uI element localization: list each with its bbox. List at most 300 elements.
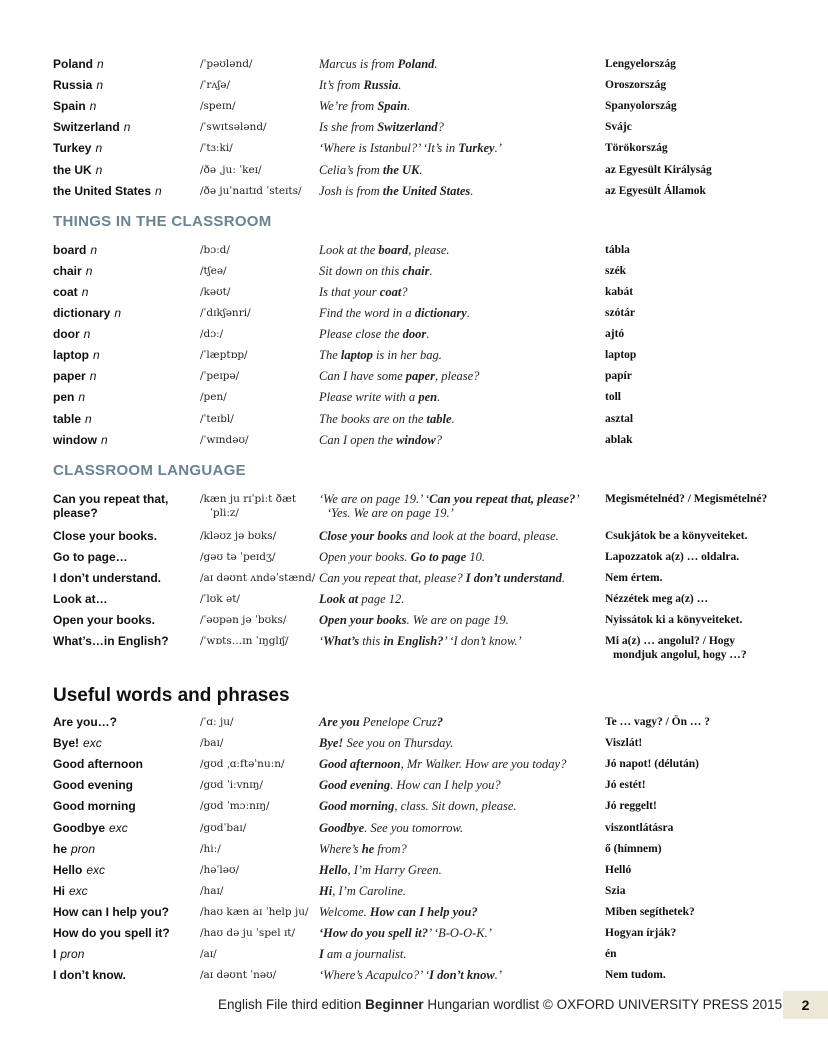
entry-word	[53, 529, 157, 543]
part-of-speech: n	[85, 263, 93, 278]
translation-line: Viszlát!	[605, 737, 643, 750]
part-of-speech: exc	[109, 820, 128, 835]
example-line	[319, 736, 453, 750]
example-headword: the United States	[382, 183, 471, 198]
example-headword: Hi	[319, 883, 333, 898]
hungarian-translation	[605, 968, 666, 982]
example-sentence	[319, 905, 478, 919]
example-text: The books are on the	[319, 411, 427, 426]
pronunciation	[200, 120, 267, 134]
example-text: ‘Where is Istanbul?’ ‘It’s in	[319, 141, 459, 156]
word-text: What’s…in English?	[53, 634, 169, 649]
example-text: .	[437, 390, 441, 405]
example-sentence	[319, 613, 509, 627]
example-text: ‘We are on page 19.’ ‘	[319, 491, 430, 506]
example-text: .	[426, 327, 430, 342]
wordlist-row	[0, 550, 828, 571]
hungarian-translation	[605, 736, 642, 750]
example-headword: Hello	[319, 862, 348, 877]
footer-level: Beginner	[365, 997, 424, 1012]
part-of-speech: n	[85, 411, 92, 426]
example-text: Where’s	[319, 841, 362, 856]
part-of-speech: n	[89, 99, 97, 114]
translation-line: tábla	[605, 243, 630, 256]
hungarian-translation	[605, 863, 631, 877]
word-text: laptop	[53, 348, 89, 363]
example-sentence	[319, 715, 443, 729]
example-line	[319, 306, 470, 320]
wordlist-row	[0, 120, 828, 141]
hungarian-translation	[605, 163, 712, 177]
section-heading: CLASSROOM LANGUAGE	[53, 461, 246, 479]
hungarian-translation	[605, 842, 662, 856]
example-text: is in her bag.	[372, 348, 442, 363]
example-headword: paper	[405, 369, 435, 384]
example-text: ’ ‘I don’t know.’	[443, 634, 522, 649]
example-headword: ‘How do you spell it?	[319, 926, 429, 941]
entry-word	[53, 369, 96, 383]
translation-line: Svájc	[605, 121, 632, 134]
example-line	[319, 905, 478, 919]
pronunciation-text: /haʊ kæn aɪ ˈhelp ju/	[200, 905, 309, 918]
entry-word	[53, 163, 102, 177]
example-headword: in English?	[383, 634, 444, 649]
hungarian-translation	[605, 78, 666, 92]
hungarian-translation	[605, 141, 668, 155]
translation-line: toll	[605, 391, 621, 404]
hungarian-translation	[605, 327, 624, 341]
wordlist-row	[0, 778, 828, 799]
entry-word	[53, 592, 108, 606]
example-headword: Bye!	[319, 736, 344, 751]
example-text: ?	[435, 432, 442, 447]
entry-word	[53, 571, 161, 585]
part-of-speech: n	[83, 327, 91, 342]
translation-line: Nem tudom.	[605, 969, 666, 982]
hungarian-translation	[605, 348, 636, 362]
example-sentence	[319, 821, 463, 835]
example-headword: table	[426, 411, 452, 426]
example-line	[319, 571, 565, 585]
part-of-speech: n	[96, 78, 104, 93]
pronunciation-text: /ˈrʌʃə/	[200, 79, 230, 92]
example-line	[319, 327, 429, 341]
example-headword: Switzerland	[377, 120, 438, 135]
example-headword: Good afternoon	[319, 757, 401, 772]
translation-line: viszontlátásra	[605, 821, 674, 834]
entry-word	[53, 78, 103, 92]
hungarian-translation	[605, 57, 676, 71]
example-text: ’	[575, 491, 580, 506]
translation-line: ajtó	[605, 328, 625, 341]
word-text: dictionary	[53, 306, 111, 320]
example-text: We’re from	[319, 99, 378, 114]
word-text: How can I help you?	[53, 904, 170, 919]
example-headword: I	[319, 947, 324, 962]
translation-line: papír	[605, 370, 632, 383]
translation-line: Te … vagy? / Ön … ?	[605, 716, 711, 729]
part-of-speech: pron	[60, 947, 85, 962]
wordlist-row	[0, 571, 828, 592]
example-line	[319, 634, 522, 648]
entry-word	[53, 184, 162, 198]
example-line	[319, 926, 492, 940]
part-of-speech: n	[97, 57, 104, 71]
example-text: Find the word in a	[319, 306, 415, 320]
example-sentence	[319, 99, 410, 113]
translation-line: ő (hímnem)	[605, 842, 662, 855]
entry-word	[53, 57, 104, 71]
pronunciation	[200, 306, 251, 320]
pronunciation	[200, 390, 227, 404]
example-text: Marcus is from	[319, 57, 398, 71]
example-text: , Mr Walker. How are you today?	[400, 757, 567, 772]
word-text: Can you repeat that,	[53, 491, 169, 506]
example-text: , please.	[408, 242, 450, 257]
pronunciation-text: /gʊd ˌɑːftəˈnuːn/	[200, 758, 285, 771]
example-line	[319, 613, 509, 627]
pronunciation-text: /aɪ dəʊnt ʌndəˈstænd/	[200, 571, 316, 584]
example-line2: ‘Yes. We are on page 19.’	[327, 505, 454, 520]
example-line	[319, 821, 463, 835]
wordlist-row	[0, 736, 828, 757]
wordlist-row	[0, 905, 828, 926]
example-headword: What’s	[323, 634, 360, 649]
example-line	[319, 529, 559, 543]
translation-line: Lapozzatok a(z) … oldalra.	[605, 550, 740, 563]
example-sentence	[319, 264, 433, 278]
example-sentence	[319, 799, 517, 813]
pronunciation	[200, 550, 275, 564]
example-text: Celia’s from	[319, 162, 383, 177]
pronunciation	[200, 141, 233, 155]
example-text: .	[466, 306, 470, 320]
example-text: page 12.	[358, 591, 405, 606]
pronunciation-text: /ˈpəʊlənd/	[200, 58, 253, 70]
part-of-speech: n	[89, 369, 97, 384]
word-text: I don’t understand.	[53, 570, 161, 585]
example-line	[319, 947, 407, 961]
translation-line: Megismételnéd? / Megismételné?	[605, 492, 768, 505]
word-text: Good morning	[53, 799, 136, 814]
pronunciation-text: /aɪ/	[200, 948, 217, 961]
example-line	[319, 884, 406, 898]
example-headword: ?	[436, 715, 443, 730]
pronunciation-text: /haɪ/	[200, 884, 224, 897]
entry-word	[53, 327, 90, 341]
word-text: I don’t know.	[53, 968, 126, 983]
pronunciation-text: /ˈteɪbl/	[200, 412, 234, 425]
pronunciation-text: /pen/	[200, 391, 227, 404]
wordlist-row	[0, 613, 828, 634]
wordlist-row	[0, 799, 828, 820]
pronunciation-text: /kləʊz jə bʊks/	[200, 529, 277, 542]
wordlist-row	[0, 842, 828, 863]
example-sentence	[319, 390, 440, 404]
pronunciation	[200, 821, 246, 835]
word-text: Russia	[53, 78, 93, 93]
example-text: , I’m Caroline.	[332, 883, 407, 898]
translation-line: Mi a(z) … angolul? / Hogy	[605, 635, 736, 648]
example-line	[319, 433, 442, 447]
part-of-speech: n	[93, 348, 100, 363]
wordlist-row	[0, 264, 828, 285]
word-text: chair	[53, 263, 82, 278]
example-text: Look at the	[319, 242, 379, 257]
word-text: Poland	[53, 57, 94, 71]
hungarian-translation	[605, 99, 677, 113]
part-of-speech: n	[101, 432, 108, 447]
example-headword: Are you	[319, 715, 360, 730]
pronunciation	[200, 243, 230, 257]
example-headword: Poland	[397, 57, 435, 71]
pronunciation	[200, 264, 227, 278]
pronunciation-text: /ˈlæptɒp/	[200, 349, 248, 362]
example-sentence	[319, 141, 502, 155]
word-text: Turkey	[53, 141, 92, 156]
entry-word	[53, 736, 102, 750]
wordlist-row	[0, 369, 828, 390]
pronunciation	[200, 348, 248, 362]
translation-line: asztal	[605, 412, 634, 425]
translation-line: Nem értem.	[605, 571, 663, 584]
word-text: coat	[53, 284, 78, 299]
example-text: Can I have some	[319, 369, 406, 384]
part-of-speech: exc	[69, 883, 88, 898]
section-heading: Useful words and phrases	[53, 685, 290, 707]
example-line	[319, 120, 444, 134]
word-text: door	[53, 327, 80, 342]
pronunciation	[200, 369, 239, 383]
wordlist-row	[0, 285, 828, 306]
example-line	[319, 264, 433, 278]
wordlist-row	[0, 243, 828, 264]
example-sentence	[319, 736, 453, 750]
example-text: Can you repeat that, please?	[319, 570, 466, 585]
entry-word	[53, 412, 92, 426]
hungarian-translation	[605, 592, 708, 606]
example-text: . How can I help you?	[390, 778, 501, 793]
example-text: .	[407, 99, 411, 114]
pronunciation-text: /ˈpeɪpə/	[200, 370, 240, 383]
example-text: Is she from	[319, 120, 378, 135]
wordlist-row	[0, 412, 828, 433]
pronunciation	[200, 842, 221, 856]
translation-line: ablak	[605, 433, 633, 446]
wordlist-row	[0, 491, 828, 520]
example-text: The	[319, 348, 341, 363]
translation-line: Csukjátok be a könyveiteket.	[605, 529, 748, 542]
translation-line: mondjuk angolul, hogy …?	[613, 649, 747, 662]
pronunciation-text: /baɪ/	[200, 737, 224, 750]
pronunciation-text: /gʊd ˈiːvnɪŋ/	[200, 779, 263, 792]
entry-word	[53, 926, 170, 940]
wordlist-row	[0, 78, 828, 99]
example-headword: Close your books	[319, 528, 408, 543]
example-line	[319, 592, 404, 606]
example-line	[319, 243, 450, 257]
part-of-speech: exc	[83, 736, 102, 751]
hungarian-translation	[605, 243, 630, 257]
word-text: Hi	[53, 883, 65, 898]
wordlist-row	[0, 390, 828, 411]
translation-line: Jó reggelt!	[605, 800, 657, 813]
pronunciation-text: /ˈtɜːki/	[200, 142, 233, 155]
example-headword: Go to page	[410, 549, 467, 564]
part-of-speech: n	[81, 284, 89, 299]
wordlist-row	[0, 141, 828, 162]
pronunciation	[200, 968, 276, 982]
hungarian-translation	[605, 884, 625, 898]
footer-pre: English File third edition	[218, 997, 366, 1012]
example-text: from?	[374, 841, 407, 856]
example-line	[319, 390, 440, 404]
pronunciation-text: /hiː/	[200, 842, 221, 855]
translation-line: kabát	[605, 285, 634, 298]
example-line	[319, 799, 517, 813]
wordlist-row	[0, 947, 828, 968]
example-sentence	[319, 592, 404, 606]
example-sentence	[319, 78, 401, 92]
wordlist-row	[0, 348, 828, 369]
example-text: and look at the board, please.	[407, 528, 559, 543]
wordlist-row	[0, 184, 828, 205]
entry-word	[53, 778, 133, 792]
pronunciation-text: /tʃeə/	[200, 264, 227, 277]
pronunciation-text: /ˈwɒts…ɪn ˈɪŋglɪʃ/	[200, 635, 289, 648]
part-of-speech: n	[155, 183, 162, 198]
example-text: .	[561, 570, 565, 585]
pronunciation	[200, 613, 286, 627]
example-sentence	[319, 492, 580, 520]
wordlist-row	[0, 327, 828, 348]
pronunciation	[200, 571, 315, 585]
wordlist-row	[0, 715, 828, 736]
word-text: Goodbye	[53, 820, 106, 835]
pronunciation	[200, 778, 263, 792]
example-text: , I’m Harry Green.	[347, 862, 442, 877]
translation-line: Spanyolország	[605, 100, 677, 113]
word-text-line2: please?	[53, 505, 98, 520]
page-number: 2	[783, 991, 828, 1019]
entry-word	[53, 947, 84, 961]
entry-word	[53, 99, 96, 113]
translation-line: Jó estét!	[605, 779, 646, 792]
pronunciation	[200, 433, 249, 447]
pronunciation-text: /ˈlʊk ət/	[200, 592, 240, 605]
pronunciation-text: /ðə ˌjuː ˈkeɪ/	[200, 163, 262, 176]
example-headword: board	[378, 242, 409, 257]
entry-word	[53, 390, 85, 404]
pronunciation	[200, 529, 276, 543]
part-of-speech: pron	[71, 841, 96, 856]
word-text: Hello	[53, 862, 83, 877]
pronunciation-text: /bɔːd/	[200, 243, 230, 256]
example-headword: I don’t know	[429, 968, 495, 983]
pronunciation	[200, 905, 309, 919]
hungarian-translation	[605, 412, 633, 426]
example-text: , class. Sit down, please.	[394, 799, 517, 814]
pronunciation	[200, 799, 270, 813]
example-text: this	[359, 634, 384, 649]
entry-word	[53, 968, 126, 982]
example-headword: window	[396, 432, 436, 447]
pronunciation-text: /gəʊ tə ˈpeɪdʒ/	[200, 550, 276, 563]
entry-word	[53, 863, 105, 877]
example-headword: Open your books	[319, 613, 407, 628]
example-line	[319, 412, 455, 426]
part-of-speech: n	[95, 162, 103, 177]
hungarian-translation	[605, 433, 633, 447]
wordlist-row	[0, 884, 828, 905]
footer-post: Hungarian wordlist © OXFORD UNIVERSITY PRESS 2015	[423, 997, 783, 1012]
example-headword: Russia	[363, 78, 399, 93]
example-sentence	[319, 285, 408, 299]
hungarian-translation	[605, 492, 767, 506]
part-of-speech: n	[123, 120, 131, 135]
example-sentence	[319, 529, 559, 543]
example-line	[319, 778, 501, 792]
pronunciation-line2: ˈpliːz/	[210, 506, 239, 519]
example-headword: Spain	[377, 99, 408, 114]
example-line	[319, 842, 407, 856]
entry-word	[53, 243, 97, 257]
hungarian-translation	[605, 757, 699, 771]
word-text: he	[53, 841, 68, 856]
pronunciation-text: /gʊdˈbaɪ/	[200, 821, 247, 834]
example-sentence	[319, 327, 429, 341]
example-line	[319, 141, 502, 155]
pronunciation-text: /ˈswɪtsələnd/	[200, 121, 267, 134]
pronunciation	[200, 163, 262, 177]
pronunciation-text: /aɪ dəʊnt ˈnəʊ/	[200, 969, 277, 982]
pronunciation	[200, 57, 252, 71]
wordlist-row	[0, 821, 828, 842]
word-text: the UK	[53, 162, 92, 177]
example-headword: How can I help you?	[369, 904, 478, 919]
example-sentence	[319, 184, 473, 198]
wordlist-row	[0, 926, 828, 947]
example-headword: dictionary	[414, 306, 467, 320]
hungarian-translation	[605, 285, 633, 299]
entry-word	[53, 120, 130, 134]
word-text: I	[53, 947, 57, 962]
entry-word	[53, 285, 88, 299]
pronunciation	[200, 736, 223, 750]
example-text: .	[419, 162, 423, 177]
entry-word	[53, 715, 117, 729]
example-line	[319, 968, 502, 982]
example-headword: pen	[418, 390, 438, 405]
word-text: board	[53, 242, 87, 257]
wordlist-row	[0, 433, 828, 454]
example-text: Please write with a	[319, 390, 419, 405]
pronunciation	[200, 184, 302, 198]
example-sentence	[319, 842, 407, 856]
part-of-speech: n	[78, 390, 86, 405]
translation-line: Oroszország	[605, 79, 667, 92]
pronunciation-text: /haʊ də ju ˈspel ɪt/	[200, 927, 296, 940]
example-text: . We are on page 19.	[406, 613, 509, 628]
translation-line: Miben segíthetek?	[605, 905, 695, 918]
word-text: Spain	[53, 99, 86, 114]
translation-line: Nyissátok ki a könyveiteket.	[605, 614, 743, 627]
example-headword: he	[361, 841, 375, 856]
word-text: pen	[53, 390, 75, 405]
example-text: 10.	[466, 549, 485, 564]
pronunciation	[200, 412, 234, 426]
entry-word	[53, 634, 169, 648]
